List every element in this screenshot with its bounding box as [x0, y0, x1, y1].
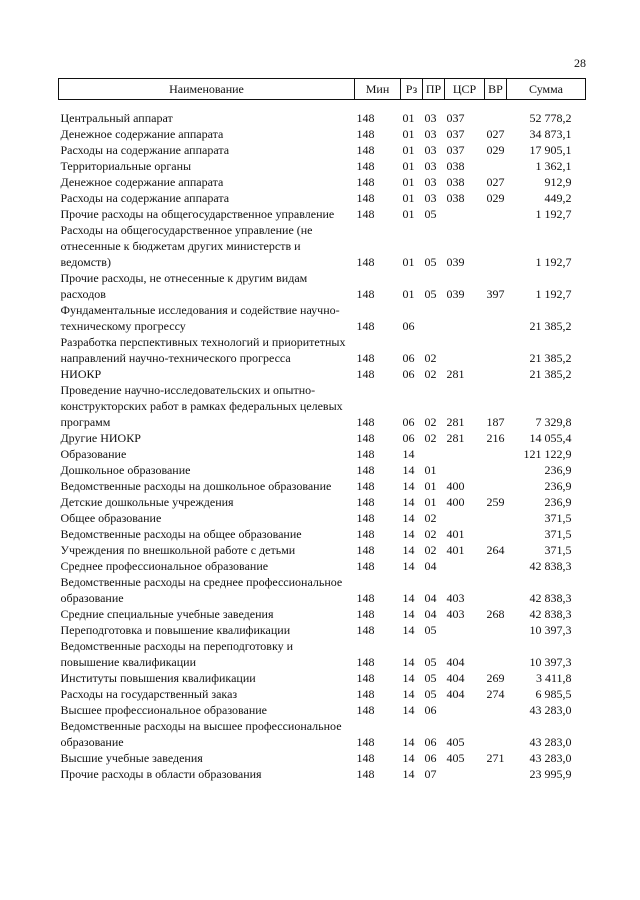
- header-name: Наименование: [59, 79, 355, 100]
- cell-name: Средние специальные учебные заведения: [60, 607, 274, 621]
- cell-vr: [485, 510, 507, 526]
- cell-name: Ведомственные расходы на среднее профессиональное образование: [60, 575, 343, 605]
- cell-csr: 401: [446, 543, 465, 557]
- cell-rz: 01: [402, 191, 415, 205]
- cell-min: 148: [356, 319, 375, 333]
- cell-sum: 3 411,8: [535, 671, 572, 685]
- cell-csr: 405: [446, 735, 465, 749]
- cell-vr: [485, 100, 507, 127]
- cell-name: Детские дошкольные учреждения: [60, 495, 234, 509]
- cell-sum: 1 192,7: [535, 255, 572, 269]
- cell-name: Территориальные органы: [60, 159, 192, 173]
- table-row: [59, 462, 586, 478]
- cell-vr: [485, 766, 507, 782]
- budget-table: [58, 78, 586, 782]
- cell-csr: [445, 302, 485, 334]
- cell-vr: 029: [486, 191, 505, 205]
- table-row: [59, 100, 586, 127]
- cell-pr: 03: [424, 159, 437, 173]
- cell-pr: 02: [424, 527, 437, 541]
- cell-vr: 397: [486, 287, 505, 301]
- cell-pr: 02: [424, 431, 437, 445]
- cell-pr: 05: [424, 287, 437, 301]
- cell-csr: 404: [446, 671, 465, 685]
- cell-rz: 06: [402, 319, 415, 333]
- cell-pr: 02: [424, 415, 437, 429]
- cell-vr: 268: [486, 607, 505, 621]
- cell-pr: 03: [424, 191, 437, 205]
- cell-vr: [485, 574, 507, 606]
- cell-name: Проведение научно-исследовательских и опытно-конструкторских работ в рамках федеральных целевых программ: [60, 383, 343, 429]
- table-row: [59, 702, 586, 718]
- table-row: [59, 638, 586, 670]
- cell-csr: 405: [446, 751, 465, 765]
- cell-rz: 14: [402, 543, 415, 557]
- cell-vr: 264: [486, 543, 505, 557]
- cell-name: Высшее профессиональное образование: [60, 703, 267, 717]
- cell-min: 148: [356, 431, 375, 445]
- cell-name: Ведомственные расходы на дошкольное образование: [60, 479, 332, 493]
- cell-rz: 06: [402, 351, 415, 365]
- cell-min: 148: [356, 495, 375, 509]
- cell-sum: 371,5: [544, 511, 572, 525]
- cell-min: 148: [356, 191, 375, 205]
- cell-rz: 14: [402, 511, 415, 525]
- cell-sum: 34 873,1: [529, 127, 572, 141]
- cell-vr: [485, 462, 507, 478]
- cell-pr: 05: [424, 207, 437, 221]
- table-body: [59, 100, 586, 783]
- cell-vr: [485, 718, 507, 750]
- cell-pr: 06: [424, 751, 437, 765]
- cell-csr: [445, 334, 485, 366]
- cell-rz: 06: [402, 415, 415, 429]
- cell-csr: 037: [446, 127, 465, 141]
- cell-name: НИОКР: [60, 367, 102, 381]
- cell-name: Денежное содержание аппарата: [60, 127, 224, 141]
- header-csr: ЦСР: [445, 79, 485, 100]
- cell-rz: 14: [402, 559, 415, 573]
- table-row: [59, 766, 586, 782]
- cell-name: Расходы на содержание аппарата: [60, 143, 230, 157]
- cell-min: 148: [356, 367, 375, 381]
- table-row: [59, 366, 586, 382]
- cell-vr: [485, 702, 507, 718]
- cell-min: 148: [356, 703, 375, 717]
- cell-sum: 42 838,3: [529, 559, 572, 573]
- cell-pr: 01: [424, 463, 437, 477]
- cell-sum: 121 122,9: [523, 447, 572, 461]
- cell-rz: 14: [402, 527, 415, 541]
- cell-min: 148: [356, 143, 375, 157]
- table-row: [59, 158, 586, 174]
- cell-rz: 01: [402, 159, 415, 173]
- cell-csr: 404: [446, 655, 465, 669]
- header-vr: ВР: [485, 79, 507, 100]
- table-row: [59, 270, 586, 302]
- cell-rz: 01: [402, 287, 415, 301]
- cell-vr: 271: [486, 751, 505, 765]
- cell-csr: 404: [446, 687, 465, 701]
- cell-csr: 039: [446, 287, 465, 301]
- cell-min: 148: [356, 207, 375, 221]
- table-row: [59, 334, 586, 366]
- cell-csr: 281: [446, 431, 465, 445]
- header-row: [59, 79, 586, 100]
- cell-min: 148: [356, 159, 375, 173]
- cell-name: Центральный аппарат: [60, 111, 173, 125]
- cell-min: 148: [356, 607, 375, 621]
- page-number: 28: [574, 56, 586, 70]
- cell-name: Расходы на содержание аппарата: [60, 191, 230, 205]
- cell-vr: 027: [486, 175, 505, 189]
- cell-csr: 403: [446, 607, 465, 621]
- cell-pr: 04: [424, 591, 437, 605]
- cell-csr: 400: [446, 495, 465, 509]
- cell-sum: 43 283,0: [529, 703, 572, 717]
- cell-sum: 6 985,5: [535, 687, 572, 701]
- cell-sum: 43 283,0: [529, 751, 572, 765]
- table-row: [59, 302, 586, 334]
- table-row: [59, 574, 586, 606]
- cell-name: Общее образование: [60, 511, 162, 525]
- table-header: [59, 79, 586, 100]
- cell-name: Разработка перспективных технологий и приоритетных направлений научно-технического прогресса: [60, 335, 346, 365]
- cell-min: 148: [356, 447, 375, 461]
- table-row: [59, 606, 586, 622]
- cell-vr: [485, 478, 507, 494]
- cell-min: 148: [356, 111, 375, 125]
- table-row: [59, 526, 586, 542]
- cell-csr: [445, 622, 485, 638]
- cell-csr: 039: [446, 255, 465, 269]
- cell-min: 148: [356, 687, 375, 701]
- cell-sum: 371,5: [544, 543, 572, 557]
- cell-rz: 14: [402, 447, 415, 461]
- cell-sum: 10 397,3: [529, 623, 572, 637]
- cell-sum: 52 778,2: [529, 111, 572, 125]
- cell-csr: 037: [446, 143, 465, 157]
- table-row: [59, 430, 586, 446]
- cell-sum: 21 385,2: [529, 367, 572, 381]
- cell-rz: 14: [402, 767, 415, 781]
- cell-sum: 14 055,4: [529, 431, 572, 445]
- cell-pr: 05: [424, 255, 437, 269]
- cell-pr: 02: [424, 351, 437, 365]
- cell-pr: 05: [424, 623, 437, 637]
- table-row: [59, 142, 586, 158]
- cell-csr: [445, 446, 485, 462]
- cell-name: Прочие расходы в области образования: [60, 767, 262, 781]
- cell-sum: 42 838,3: [529, 591, 572, 605]
- cell-name: Учреждения по внешкольной работе с детьми: [60, 543, 296, 557]
- cell-min: 148: [356, 511, 375, 525]
- cell-pr: [423, 446, 445, 462]
- cell-name: Среднее профессиональное образование: [60, 559, 269, 573]
- cell-csr: 400: [446, 479, 465, 493]
- cell-sum: 236,9: [544, 479, 572, 493]
- table-row: [59, 206, 586, 222]
- cell-pr: 01: [424, 495, 437, 509]
- cell-rz: 01: [402, 127, 415, 141]
- cell-csr: 038: [446, 191, 465, 205]
- cell-rz: 01: [402, 255, 415, 269]
- cell-min: 148: [356, 415, 375, 429]
- cell-vr: 029: [486, 143, 505, 157]
- cell-csr: 281: [446, 367, 465, 381]
- cell-vr: [485, 334, 507, 366]
- cell-vr: 269: [486, 671, 505, 685]
- cell-rz: 14: [402, 607, 415, 621]
- cell-min: 148: [356, 479, 375, 493]
- cell-rz: 14: [402, 703, 415, 717]
- cell-rz: 06: [402, 367, 415, 381]
- table-row: [59, 382, 586, 430]
- cell-vr: [485, 158, 507, 174]
- cell-csr: 403: [446, 591, 465, 605]
- cell-min: 148: [356, 735, 375, 749]
- cell-rz: 14: [402, 671, 415, 685]
- cell-name: Денежное содержание аппарата: [60, 175, 224, 189]
- cell-pr: 02: [424, 511, 437, 525]
- cell-sum: 42 838,3: [529, 607, 572, 621]
- cell-csr: [445, 766, 485, 782]
- table-row: [59, 222, 586, 270]
- table-row: [59, 558, 586, 574]
- cell-name: Высшие учебные заведения: [60, 751, 203, 765]
- cell-pr: 06: [424, 703, 437, 717]
- cell-pr: 03: [424, 143, 437, 157]
- table-row: [59, 190, 586, 206]
- cell-pr: 03: [424, 127, 437, 141]
- cell-min: 148: [356, 351, 375, 365]
- cell-rz: 14: [402, 751, 415, 765]
- cell-rz: 06: [402, 431, 415, 445]
- cell-rz: 01: [402, 207, 415, 221]
- cell-sum: 17 905,1: [529, 143, 572, 157]
- cell-vr: [485, 622, 507, 638]
- cell-rz: 14: [402, 463, 415, 477]
- cell-vr: 274: [486, 687, 505, 701]
- cell-vr: [485, 222, 507, 270]
- cell-csr: 037: [446, 111, 465, 125]
- cell-pr: 05: [424, 655, 437, 669]
- header-rz: Рз: [401, 79, 423, 100]
- cell-sum: 449,2: [544, 191, 572, 205]
- table-row: [59, 542, 586, 558]
- cell-min: 148: [356, 671, 375, 685]
- cell-name: Ведомственные расходы на общее образование: [60, 527, 302, 541]
- cell-vr: [485, 206, 507, 222]
- cell-rz: 01: [402, 143, 415, 157]
- cell-pr: 04: [424, 607, 437, 621]
- cell-name: Переподготовка и повышение квалификации: [60, 623, 291, 637]
- header-pr: ПР: [423, 79, 445, 100]
- cell-sum: 23 995,9: [529, 767, 572, 781]
- cell-min: 148: [356, 175, 375, 189]
- cell-name: Расходы на государственный заказ: [60, 687, 238, 701]
- cell-min: 148: [356, 463, 375, 477]
- cell-min: 148: [356, 767, 375, 781]
- cell-sum: 21 385,2: [529, 351, 572, 365]
- cell-rz: 01: [402, 111, 415, 125]
- cell-pr: 03: [424, 175, 437, 189]
- header-min: Мин: [355, 79, 401, 100]
- cell-pr: 02: [424, 367, 437, 381]
- cell-sum: 371,5: [544, 527, 572, 541]
- cell-min: 148: [356, 287, 375, 301]
- cell-min: 148: [356, 543, 375, 557]
- cell-min: 148: [356, 559, 375, 573]
- cell-min: 148: [356, 127, 375, 141]
- cell-csr: 281: [446, 415, 465, 429]
- cell-rz: 14: [402, 495, 415, 509]
- cell-vr: 027: [486, 127, 505, 141]
- cell-vr: 259: [486, 495, 505, 509]
- table-row: [59, 446, 586, 462]
- cell-rz: 14: [402, 623, 415, 637]
- table-row: [59, 670, 586, 686]
- cell-vr: [485, 558, 507, 574]
- cell-sum: 43 283,0: [529, 735, 572, 749]
- table-row: [59, 478, 586, 494]
- cell-vr: [485, 526, 507, 542]
- cell-vr: 187: [486, 415, 505, 429]
- cell-pr: 02: [424, 543, 437, 557]
- cell-min: 148: [356, 527, 375, 541]
- cell-pr: 04: [424, 559, 437, 573]
- cell-sum: 236,9: [544, 463, 572, 477]
- cell-vr: [485, 446, 507, 462]
- cell-name: Ведомственные расходы на высшее профессиональное образование: [60, 719, 342, 749]
- cell-name: Фундаментальные исследования и содействие научно-техническому прогрессу: [60, 303, 340, 333]
- cell-pr: 06: [424, 735, 437, 749]
- cell-rz: 14: [402, 655, 415, 669]
- cell-csr: 038: [446, 159, 465, 173]
- cell-pr: 07: [424, 767, 437, 781]
- header-sum: Сумма: [507, 79, 586, 100]
- table-row: [59, 686, 586, 702]
- cell-name: Образование: [60, 447, 127, 461]
- cell-csr: [445, 206, 485, 222]
- cell-csr: [445, 558, 485, 574]
- cell-name: Прочие расходы на общегосударственное управление: [60, 207, 335, 221]
- table-row: [59, 126, 586, 142]
- cell-sum: 1 192,7: [535, 287, 572, 301]
- table-row: [59, 174, 586, 190]
- cell-csr: [445, 510, 485, 526]
- cell-csr: 038: [446, 175, 465, 189]
- table-row: [59, 718, 586, 750]
- cell-rz: 01: [402, 175, 415, 189]
- cell-rz: 14: [402, 735, 415, 749]
- cell-pr: 05: [424, 687, 437, 701]
- cell-vr: [485, 366, 507, 382]
- cell-vr: [485, 638, 507, 670]
- cell-min: 148: [356, 655, 375, 669]
- cell-pr: 03: [424, 111, 437, 125]
- cell-vr: 216: [486, 431, 505, 445]
- cell-min: 148: [356, 255, 375, 269]
- cell-pr: [423, 302, 445, 334]
- cell-pr: 01: [424, 479, 437, 493]
- cell-min: 148: [356, 751, 375, 765]
- table-row: [59, 510, 586, 526]
- table-row: [59, 494, 586, 510]
- cell-name: Институты повышения квалификации: [60, 671, 256, 685]
- cell-csr: [445, 462, 485, 478]
- cell-sum: 1 192,7: [535, 207, 572, 221]
- table-row: [59, 750, 586, 766]
- cell-pr: 05: [424, 671, 437, 685]
- cell-name: Ведомственные расходы на переподготовку и повышение квалификации: [60, 639, 294, 669]
- cell-vr: [485, 302, 507, 334]
- cell-rz: 14: [402, 479, 415, 493]
- cell-min: 148: [356, 623, 375, 637]
- cell-rz: 14: [402, 687, 415, 701]
- cell-sum: 236,9: [544, 495, 572, 509]
- table-row: [59, 622, 586, 638]
- cell-sum: 7 329,8: [535, 415, 572, 429]
- cell-min: 148: [356, 591, 375, 605]
- cell-csr: [445, 702, 485, 718]
- cell-rz: 14: [402, 591, 415, 605]
- cell-sum: 10 397,3: [529, 655, 572, 669]
- cell-name: Расходы на общегосударственное управление (не отнесенные к бюджетам других министерств и ведомств): [60, 223, 313, 269]
- cell-sum: 912,9: [544, 175, 572, 189]
- cell-name: Дошкольное образование: [60, 463, 191, 477]
- cell-name: Прочие расходы, не отнесенные к другим видам расходов: [60, 271, 308, 301]
- cell-csr: 401: [446, 527, 465, 541]
- cell-sum: 21 385,2: [529, 319, 572, 333]
- cell-sum: 1 362,1: [535, 159, 572, 173]
- cell-name: Другие НИОКР: [60, 431, 141, 445]
